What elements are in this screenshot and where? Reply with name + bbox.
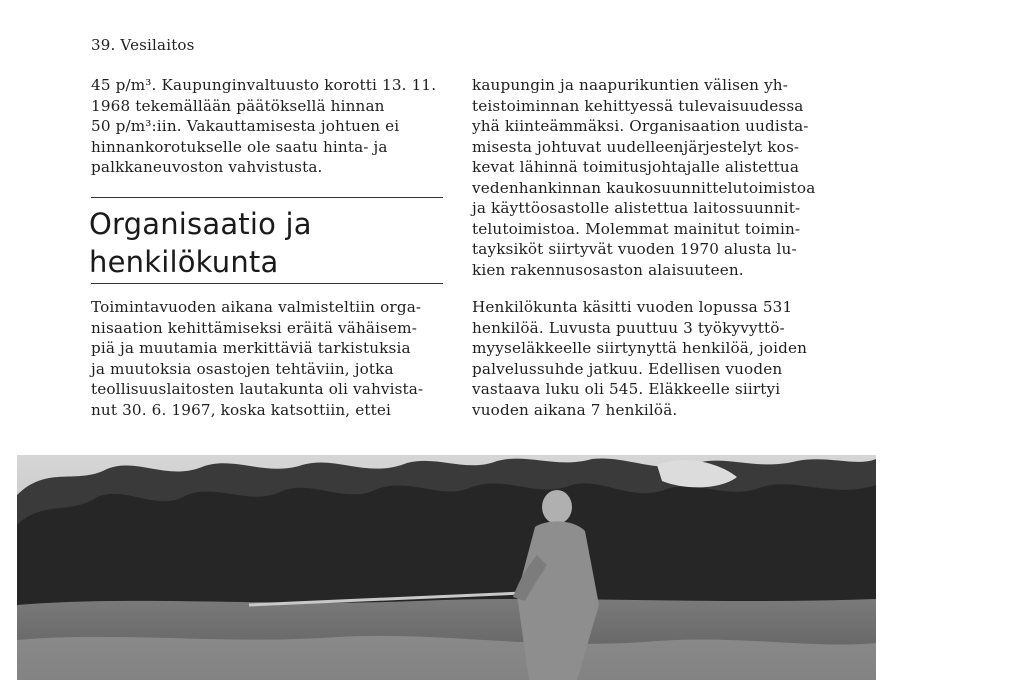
photo-ground-highlight bbox=[17, 636, 876, 680]
paragraph-cooperation: kaupungin ja naapurikuntien välisen yh- teistoiminnan kehittyessä tulevaisuudessa yhä kiinteämmäksi. Organisaation uudista- misesta johtuvat uudelleenjärjestelyt kos- kevat lähinnä toimitusjohtajalle alistettua vedenhankinnan kaukosuunnittelutoimistoa ja käyttöosastolle alistettua laitossuunnit- telutoimistoa. Molemmat mainitut toimin- tayksiköt siirtyvät vuoden 1970 alusta lu- kien rakennusosaston alaisuuteen. bbox=[472, 76, 816, 279]
paragraph-organisation-changes: Toimintavuoden aikana valmisteltiin orga- nisaation kehittämiseksi eräitä vähäisem- piä ja muutamia merkittäviä tarkistuksia ja muutoksia osastojen tehtäviin, jotka teollisuuslaitosten lautakunta oli vahvista- nut 30. 6. 1967, koska katsottiin, ettei bbox=[91, 298, 424, 419]
heading-rule-bottom bbox=[91, 283, 443, 284]
page-header: 39. Vesilaitos bbox=[91, 36, 195, 54]
left-column-top bbox=[91, 75, 443, 178]
photo-worker-with-surveying-rod bbox=[17, 455, 876, 680]
right-column-bottom bbox=[472, 297, 824, 420]
paragraph-personnel: Henkilökunta käsitti vuoden lopussa 531 henkilöä. Luvusta puuttuu 3 työkyvyttö- myyseläkkeelle siirtynyttä henkilöä, joiden palvelussuhde jatkuu. Edellisen vuoden vastaava luku oli 545. Eläkkeelle siirtyi vuoden aikana 7 henkilöä. bbox=[472, 298, 808, 419]
photo-treeline-front bbox=[17, 483, 876, 620]
right-column-top bbox=[472, 75, 824, 280]
section-heading: Organisaatio ja henkilökunta bbox=[89, 207, 312, 279]
heading-rule-top bbox=[91, 197, 443, 198]
left-column-bottom bbox=[91, 297, 443, 420]
paragraph-price-decision: 45 p/m³. Kaupunginvaltuusto korotti 13. 11. 1968 tekemällään päätöksellä hinnan 50 p/m³:iin. Vakauttamisesta johtuen ei hinnankorotukselle ole saatu hinta- ja palkkaneuvoston vahvistusta. bbox=[91, 76, 437, 176]
